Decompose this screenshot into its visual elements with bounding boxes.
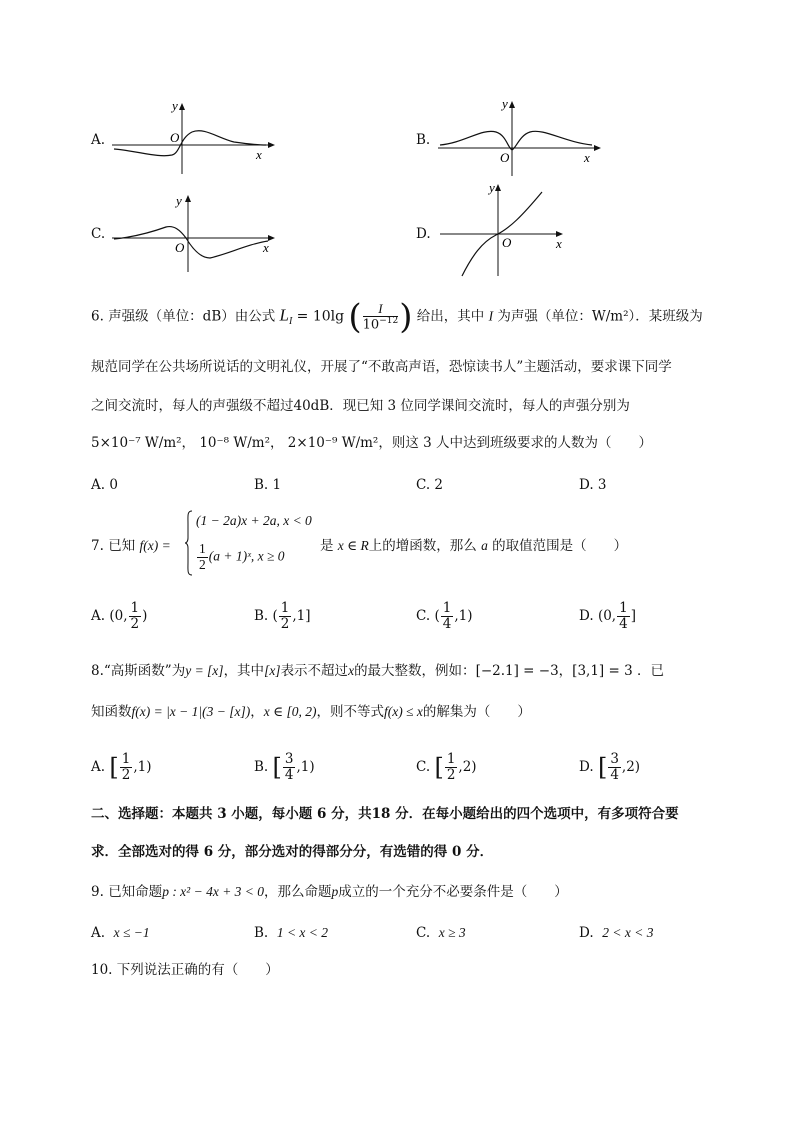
origin-label: O (500, 150, 510, 165)
q8-option-a: A. [ $\frac{1}{2}$ ,1) (91, 751, 152, 783)
q5-graph-b (434, 98, 604, 178)
q7-option-d: D. (0, $\frac{1}{4}$ ] (579, 600, 636, 632)
q9-stem: 9. 已知命题p : x² − 4x + 3 < 0，那么命题p成立的一个充分不必要条件是（ ） (91, 884, 568, 900)
x-axis-arrow (594, 145, 601, 151)
q6-option-a: A. 0 (91, 477, 118, 493)
q7-tail (320, 539, 627, 554)
q9-number: 9. (91, 884, 104, 900)
q7-f-lhs: f(x) = (139, 538, 171, 553)
q10-number: 10. (91, 962, 113, 978)
q6-value-1: 5×10⁻⁷ W/m² (91, 435, 182, 451)
q6-line3: 之间交流时，每人的声强级不超过40dB．现已知 3 位同学课间交流时，每人的声强分别为 (91, 398, 630, 414)
origin-label: O (502, 235, 512, 250)
q5-option-b-label: B. (416, 132, 431, 148)
x-label: x (263, 240, 269, 255)
section2-line1: 二、选择题：本题共 3 小题，每小题 6 分，共18 分．在每小题给出的四个选项中，有多项符合要 (91, 806, 679, 822)
q6-option-c: C. 2 (416, 477, 444, 493)
q10-text: 下列说法正确的有（ ） (116, 962, 279, 978)
y-label: y (489, 180, 495, 195)
curve (114, 131, 266, 156)
q5-graph-a (108, 100, 278, 178)
x-label: x (556, 236, 562, 251)
q7-number: 7. (91, 538, 104, 554)
x-label: x (256, 147, 262, 162)
q6-line1-tail: 为声强（单位：W/m²）．某班级为 (497, 308, 703, 325)
q6-option-b: B. 1 (254, 477, 282, 493)
q9-option-b: B. 1 < x < 2 (254, 925, 329, 941)
q6-line4-tail: ，则这 3 人中达到班级要求的人数为（ ） (378, 435, 653, 451)
q8-number: 8. (91, 663, 104, 679)
y-axis-arrow (185, 195, 191, 202)
q7-tail-b: x ∈ R (337, 538, 369, 553)
q5-option-c-label: C. (91, 226, 106, 242)
q7-tail-d: a (481, 538, 488, 553)
formula-numerator: I (363, 302, 399, 317)
q8-option-b: B. [ $\frac{3}{4}$ ,1) (254, 751, 315, 783)
q6-intro: 声强级（单位：dB）由公式 (108, 308, 276, 325)
origin-label: O (170, 130, 180, 145)
q10-stem (91, 964, 279, 978)
q8-line1: 8.“高斯函数”为y = [x]，其中[x]表示不超过x的最大整数，例如：[−2.1] = −3，[3,1] = 3 ．已 (91, 663, 664, 679)
origin-label: O (175, 240, 185, 255)
q6-line1 (91, 297, 703, 337)
q5-option-d-label: D. (416, 226, 431, 242)
formula-lhs: L (279, 305, 290, 325)
q9-option-c: C. x ≥ 3 (416, 925, 466, 941)
q6-after-formula: 给出，其中 (416, 308, 485, 325)
q6-value-3: 2×10⁻⁹ W/m² (287, 435, 379, 451)
q7-option-b: B. ( $\frac{1}{2}$ ,1] (254, 600, 311, 632)
formula-sub: I (289, 316, 293, 328)
y-label: y (172, 100, 178, 113)
y-label: y (176, 193, 182, 208)
curve (440, 131, 592, 150)
q7-case-1: (1 − 2a)x + 2a, x < 0 (196, 513, 312, 528)
q7-tail-a: 是 (320, 538, 334, 554)
q7-coef-den: 2 (199, 556, 206, 572)
q7-coef-num: 1 (199, 541, 206, 556)
q5-graph-d (438, 180, 578, 280)
formula-denominator: 10 (362, 317, 380, 333)
q7-tail-c: 上的增函数，那么 (368, 538, 477, 554)
q6-value-2: 10⁻⁸ W/m² (199, 435, 270, 451)
q6-formula: $L_I = 10\lg$ ( $\frac{I}{10^{-12}}$ ) (279, 297, 413, 337)
q7-brace (184, 510, 190, 576)
q5-graph-c (108, 192, 280, 274)
section2-line2: 求．全部选对的得 6 分，部分选对的得部分分，有选错的得 0 分． (91, 844, 494, 860)
q7-lead (91, 539, 171, 554)
q9-option-a: A. x ≤ −1 (91, 925, 150, 941)
q5-option-a-label: A. (91, 132, 106, 148)
y-axis-arrow (179, 103, 185, 110)
y-axis-arrow (495, 184, 501, 191)
y-axis-arrow (509, 101, 515, 108)
q7-tail-e: 的取值范围是（ ） (492, 538, 628, 554)
q8-line2: 知函数f(x) = |x − 1|(3 − [x])，x ∈ [0, 2)，则不等式f(x) ≤ x的解集为（ ） (91, 704, 531, 720)
x-label: x (584, 150, 590, 165)
x-axis-arrow (268, 235, 275, 241)
x-axis-arrow (268, 142, 275, 148)
q6-number: 6. (91, 308, 104, 325)
q7-option-c: C. ( $\frac{1}{4}$ ,1) (416, 600, 473, 632)
y-label: y (502, 98, 508, 111)
q7-case-2 (196, 542, 285, 573)
q6-var-i: I (488, 308, 494, 324)
formula-den-exponent: −12 (379, 315, 399, 326)
q7-case-2-rest: (a + 1)ˣ, x ≥ 0 (208, 548, 285, 564)
q8-option-c: C. [ $\frac{1}{2}$ ,2) (416, 751, 477, 783)
q9-option-d: D. 2 < x < 3 (579, 925, 654, 941)
formula-eq: = 10lg (296, 308, 345, 325)
q7-lead-text: 已知 (108, 538, 136, 554)
q6-line4: 5×10⁻⁷ W/m²， 10⁻⁸ W/m²， 2×10⁻⁹ W/m²，则这 3 人中达到班级要求的人数为（ ） (91, 435, 653, 451)
q8-option-d: D. [ $\frac{3}{4}$ ,2) (579, 751, 641, 783)
q6-line2: 规范同学在公共场所说话的文明礼仪，开展了“不敢高声语，恐惊读书人”主题活动，要求课下同学 (91, 359, 672, 375)
q6-option-d: D. 3 (579, 477, 607, 493)
curve (114, 227, 268, 258)
q7-option-a: A. (0, $\frac{1}{2}$ ) (91, 600, 148, 632)
